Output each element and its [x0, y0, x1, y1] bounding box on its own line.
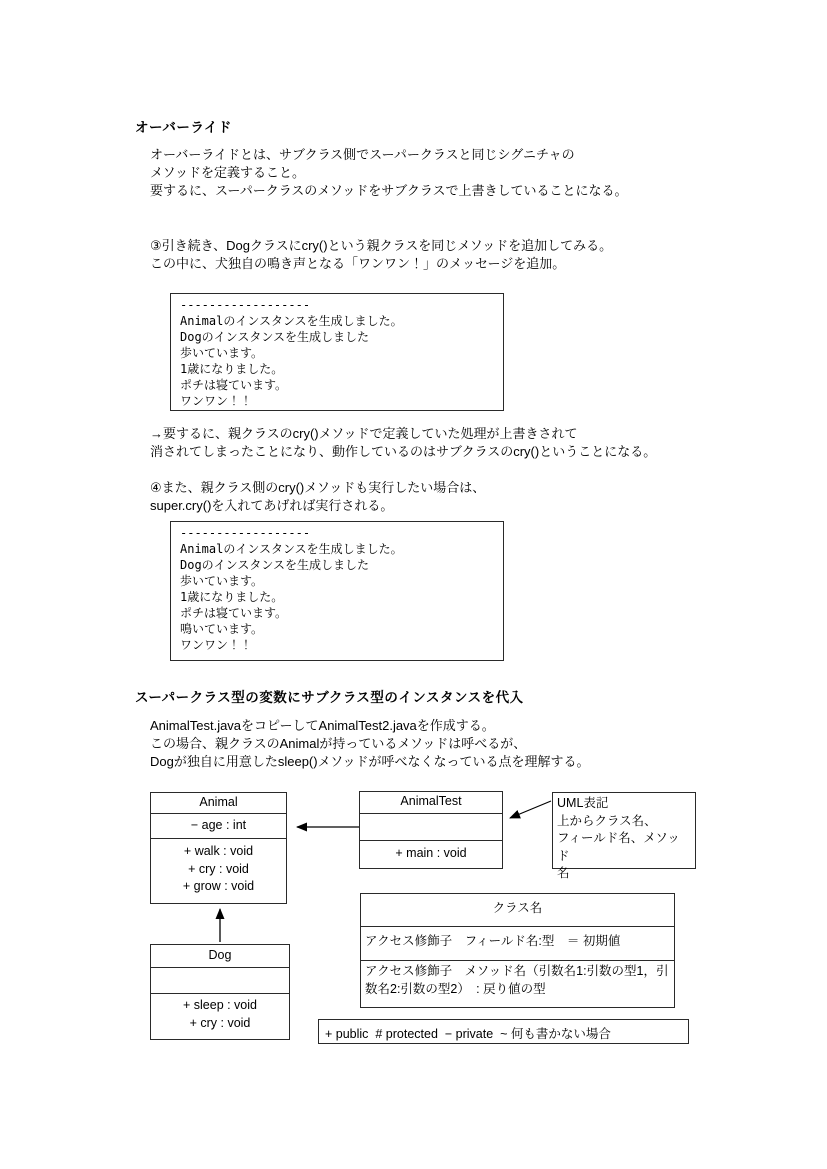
uml-dog-name: Dog — [151, 945, 289, 968]
console-output-box-1 — [170, 293, 504, 411]
note-line: UML表記 — [557, 796, 609, 810]
uml-legend-field-row: アクセス修飾子 フィールド名:型 ＝ 初期値 — [361, 927, 674, 961]
console-line: Dogのインスタンスを生成しました — [180, 330, 369, 344]
step3-paragraph — [150, 237, 612, 273]
uml-animaltest-name: AnimalTest — [360, 792, 502, 814]
intro-line: オーバーライドとは、サブクラス側でスーパークラスと同じシグニチャの — [150, 147, 575, 162]
note-line: 上からクラス名、 — [557, 813, 657, 828]
console-line: ポチは寝ています。 — [180, 606, 288, 620]
uml-legend-header: クラス名 — [361, 894, 674, 927]
uml-method: + cry : void — [188, 861, 249, 876]
console-line: ワンワン！！ — [180, 638, 253, 652]
uml-class-animaltest — [359, 791, 503, 869]
console-line: 1歳になりました。 — [180, 362, 284, 376]
intro-line: メソッドを定義すること。 — [150, 165, 305, 180]
uml-method: + grow : void — [182, 879, 255, 893]
uml-animaltest-fields-empty — [360, 814, 502, 841]
console-line: 1歳になりました。 — [180, 590, 284, 604]
console-line: Animalのインスタンスを生成しました。 — [180, 314, 403, 328]
console-line: ポチは寝ています。 — [180, 378, 288, 392]
uml-animal-methods — [151, 839, 286, 903]
section-title-override: オーバーライド — [135, 120, 232, 135]
console-line: ワンワン！！ — [180, 394, 253, 408]
note-line: 名 — [557, 866, 570, 880]
section-title-substitution: スーパークラス型の変数にサブクラス型のインスタンスを代入 — [135, 690, 524, 705]
note-line: フィールド名、メソッド — [557, 831, 680, 863]
uml-visibility-legend: + public # protected − private ~ 何も書かない場合 — [318, 1019, 689, 1044]
section2-line: AnimalTest.javaをコピーしてAnimalTest2.javaを作成する。 — [150, 718, 495, 733]
step4-line: super.cry()を入れてあげれば実行される。 — [150, 498, 394, 513]
console-line: ------------------ — [180, 526, 311, 540]
uml-method: + cry : void — [189, 1015, 251, 1030]
uml-legend-box — [360, 893, 675, 1008]
intro-paragraph — [150, 146, 628, 200]
console-line: 鳴いています。 — [180, 622, 264, 636]
uml-animaltest-method: + main : void — [395, 846, 467, 860]
step4-line: ④また、親クラス側のcry()メソッドも実行したい場合は、 — [150, 480, 486, 495]
section2-line: Dogが独自に用意したsleep()メソッドが呼べなくなっている点を理解する。 — [150, 754, 590, 769]
note-arrow-to-animaltest — [510, 801, 551, 818]
uml-dog-fields-empty — [151, 968, 289, 994]
console-output-box-2 — [170, 521, 504, 661]
console-line: ------------------ — [180, 298, 311, 312]
uml-dog-methods — [151, 994, 289, 1039]
uml-class-animal — [150, 792, 287, 904]
console-line: Dogのインスタンスを生成しました — [180, 558, 369, 572]
section2-line: この場合、親クラスのAnimalが持っているメソッドは呼べるが、 — [150, 736, 527, 751]
step3-line: この中に、犬独自の鳴き声となる「ワンワン！」のメッセージを追加。 — [150, 256, 566, 271]
console-line: 歩いています。 — [180, 574, 264, 588]
step4-paragraph — [150, 479, 485, 515]
uml-animal-name: Animal — [151, 793, 286, 814]
uml-legend-method-row: アクセス修飾子 メソッド名（引数名1:引数の型1，引数名2:引数の型2） : 戻り値の型 — [365, 964, 669, 996]
uml-animal-field: − age : int — [151, 814, 286, 839]
summary-paragraph — [150, 425, 656, 461]
uml-method: + walk : void — [183, 844, 254, 858]
uml-method: + sleep : void — [182, 998, 257, 1012]
intro-line: 要するに、スーパークラスのメソッドをサブクラスで上書きしていることになる。 — [150, 183, 628, 198]
section2-paragraph — [150, 717, 590, 771]
summary-line: →要するに、親クラスのcry()メソッドで定義していた処理が上書きされて — [150, 426, 578, 441]
console-line: Animalのインスタンスを生成しました。 — [180, 542, 403, 556]
uml-class-dog — [150, 944, 290, 1040]
console-line: 歩いています。 — [180, 346, 264, 360]
summary-line: 消されてしまったことになり、動作しているのはサブクラスのcry()ということになる。 — [150, 444, 657, 459]
step3-line: ③引き続き、Dogクラスにcry()という親クラスを同じメソッドを追加してみる。 — [150, 238, 613, 253]
uml-notation-note — [552, 792, 696, 880]
